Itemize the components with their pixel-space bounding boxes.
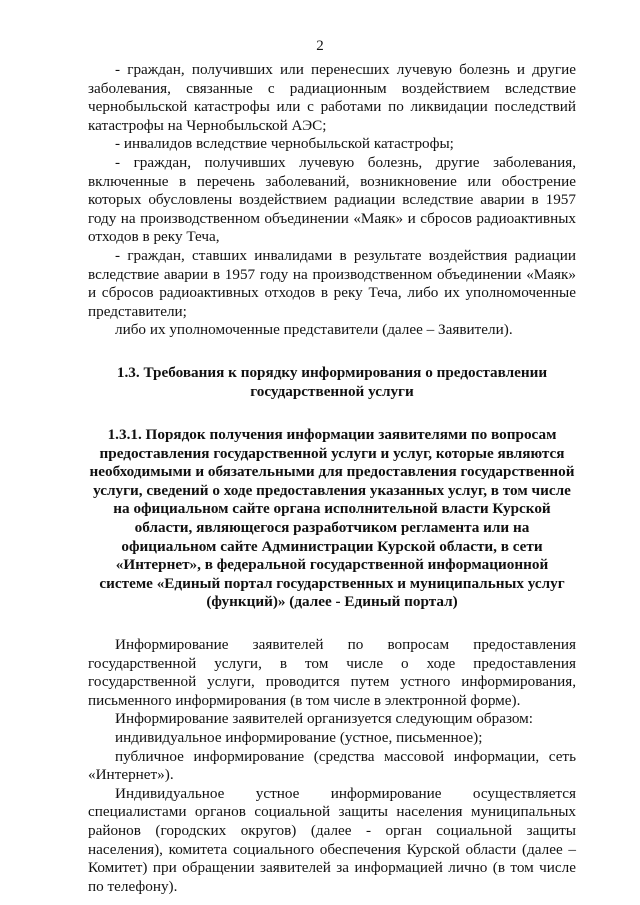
document-body [88, 61, 576, 896]
paragraph: - граждан, ставших инвалидами в результате воздействия радиации вследствие аварии в 1957 году на производственном объединении «Маяк» и сбросов радиоактивных отходов в реку Теча, либо их уполномоченные представители; [88, 246, 576, 320]
section-heading: 1.3. Требования к порядку информирования о предоставлении государственной услуги [116, 363, 548, 400]
paragraph: публичное информирование (средства массовой информации, сеть «Интернет»). [88, 747, 576, 784]
paragraph: индивидуальное информирование (устное, письменное); [115, 729, 483, 746]
paragraph: - инвалидов вследствие чернобыльской катастрофы; [115, 135, 454, 153]
page-number: 2 [316, 38, 324, 54]
paragraph: либо их уполномоченные представители (далее – Заявители). [115, 321, 513, 339]
paragraph: Индивидуальное устное информирование осуществляется специалистами органов социальной защиты населения муниципальных районов (городских округов) (далее - орган социальной защиты населения), комитета социального обеспечения Курской области (далее – Комитет) при обращении заявителей за информацией лично (в том числе по телефону). [88, 784, 576, 895]
subsection-heading: 1.3.1. Порядок получения информации заявителями по вопросам предоставления государственной услуги и услуг, которые являются необходимыми и обязательными для предоставления государственной услуги, сведений о ходе предоставления указанных услуг, в том числе на официальном сайте органа исполнительной власти Курской области, являющегося разработчиком регламента или на официальном сайте Администрации Курской области, в сети «Интернет», в федеральной государственной информационной системе «Единый портал государственных и муниципальных услуг (функций)» (далее - Единый портал) [89, 426, 575, 611]
spacer [88, 612, 576, 636]
paragraph: Информирование заявителей по вопросам предоставления государственной услуги, в том числе о ходе предоставления государственной услуги, проводится путем устного информирования, письменного информирования (в том числе в электронной форме). [88, 636, 576, 709]
paragraph: - граждан, получивших лучевую болезнь, другие заболевания, включенные в перечень заболеваний, возникновение или обострение которых обусловлены воздействием радиации вследствие аварии в 1957 году на производственном объединении «Маяк» и сбросов радиоактивных отходов в реку Теча, [88, 153, 576, 246]
paragraph: - граждан, получивших или перенесших лучевую болезнь и другие заболевания, связанные с радиационным воздействием вследствие чернобыльской катастрофы или с работами по ликвидации последствий катастрофы на Чернобыльской АЭС; [88, 61, 576, 134]
paragraph: Информирование заявителей организуется следующим образом: [115, 710, 534, 728]
